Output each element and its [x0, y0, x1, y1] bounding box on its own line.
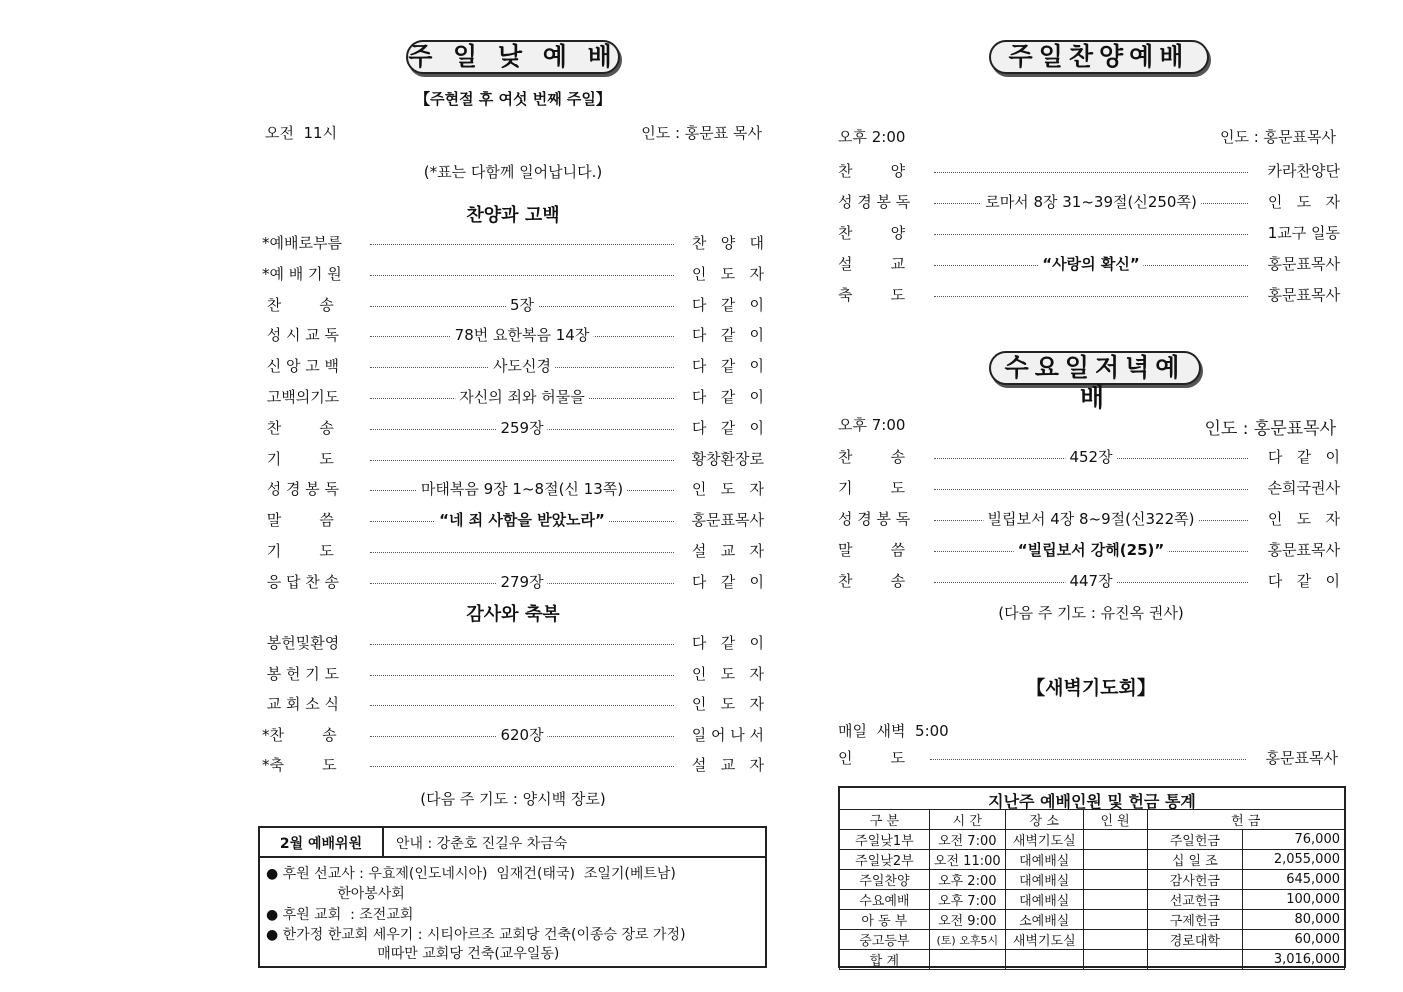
sunday-item-row	[262, 754, 764, 778]
sunday-item-row	[262, 478, 764, 502]
sunday-item-lead: 인 도 자	[691, 664, 764, 683]
committee-line-3: ● 후원 교회 : 조전교회	[266, 907, 414, 923]
wednesday-time: 오후 7:00	[838, 416, 906, 434]
praise-item-lead: 홍문표목사	[1267, 286, 1340, 304]
section-thanks-blessing: 감사와 축복	[466, 604, 560, 625]
sunday-item-lead: 인 도 자	[691, 480, 764, 499]
stats-row	[840, 930, 1345, 950]
stats-table	[839, 809, 1345, 970]
stats-cell: 아 동 부	[840, 910, 930, 930]
stats-cell	[1083, 890, 1147, 910]
stats-row	[840, 870, 1345, 890]
stats-table-box	[838, 786, 1346, 968]
praise-time: 오후 2:00	[838, 128, 906, 146]
sunday-item-lead: 다 같 이	[691, 418, 764, 437]
dawn-leader-row	[838, 747, 1338, 771]
praise-item-label: 설 교	[838, 255, 906, 273]
sunday-item-content: “네 죄 사함을 받았노라”	[435, 509, 609, 530]
sunday-item-row	[262, 540, 764, 564]
stats-cell: 2,055,000	[1243, 850, 1345, 870]
stats-cell: 주일찬양	[840, 870, 930, 890]
stats-cell	[1005, 950, 1083, 970]
wednesday-item-lead: 손희국권사	[1267, 479, 1340, 497]
sunday-time: 오전 11시	[265, 124, 338, 142]
sunday-item-lead: 다 같 이	[691, 388, 764, 406]
stats-cell	[1083, 950, 1147, 970]
stats-cell	[1083, 930, 1147, 950]
praise-item-label: 성 경 봉 독	[838, 193, 911, 211]
stats-row	[840, 910, 1345, 930]
wednesday-leader: 인도 : 홍문표목사	[1204, 419, 1336, 439]
sunday-item-label: 기 도	[262, 449, 334, 468]
praise-item-row	[838, 222, 1340, 246]
sunday-item-lead: 다 같 이	[691, 357, 764, 376]
wednesday-item-row	[838, 539, 1340, 563]
sunday-item-lead: 인 도 자	[691, 695, 764, 713]
stats-cell: 60,000	[1243, 930, 1345, 950]
stats-cell: 오전 9:00	[929, 910, 1005, 930]
stats-cell: 76,000	[1243, 830, 1345, 850]
sunday-item-row	[262, 417, 764, 441]
stats-cell	[929, 950, 1005, 970]
stats-cell: (토) 오후5시	[929, 930, 1005, 950]
committee-line-1: ● 후원 선교사 : 우효제(인도네시아) 임재건(태국) 조일기(베트남)	[266, 866, 676, 882]
praise-item-label: 찬 양	[838, 162, 906, 180]
wednesday-item-content: 빌립보서 4장 8~9절(신322쪽)	[984, 508, 1199, 529]
wednesday-item-row	[838, 446, 1340, 470]
wednesday-item-lead: 인 도 자	[1267, 510, 1340, 528]
stats-cell: 새벽기도실	[1005, 930, 1083, 950]
stats-row	[840, 850, 1345, 870]
stats-cell: 새벽기도실	[1005, 830, 1083, 850]
stats-header-cell: 구 분	[840, 810, 930, 830]
stats-cell: 감사헌금	[1147, 870, 1243, 890]
sunday-item-lead: 황창환장로	[691, 449, 764, 468]
sunday-next-prayer: (다음 주 기도 : 양시백 장로)	[420, 790, 606, 808]
sunday-title: 주 일 낮 예 배	[406, 40, 620, 74]
stats-cell: 소예배실	[1005, 910, 1083, 930]
sunday-item-content: 78번 요한복음 14장	[451, 324, 594, 345]
praise-item-row	[838, 284, 1340, 308]
sunday-item-content: 259장	[496, 417, 547, 438]
praise-item-label: 축 도	[838, 286, 906, 304]
wednesday-item-lead: 다 같 이	[1267, 448, 1340, 466]
stats-cell: 100,000	[1243, 890, 1345, 910]
committee-line-5: 매따만 교회당 건축(교우일동)	[266, 946, 560, 962]
wednesday-item-label: 찬 송	[838, 448, 906, 466]
committee-line-4: ● 한가정 한교회 세우기 : 시티아르조 교회당 건축(이종승 장로 가정)	[266, 927, 686, 943]
stats-title: 지난주 예배인원 및 헌금 통계	[988, 792, 1196, 811]
stats-cell: 오전 7:00	[929, 830, 1005, 850]
sunday-item-lead: 다 같 이	[691, 572, 764, 591]
sunday-item-label: 찬 송	[262, 295, 334, 314]
wednesday-next-prayer: (다음 주 기도 : 유진옥 권사)	[998, 604, 1184, 622]
sunday-subtitle: 【주현절 후 여섯 번째 주일】	[415, 90, 611, 108]
dawn-lead: 홍문표목사	[1265, 749, 1338, 767]
wednesday-item-label: 찬 송	[838, 572, 906, 590]
sunday-item-row	[262, 232, 764, 256]
dawn-title: 【새벽기도회】	[1026, 677, 1156, 699]
committee-guide: 안내 : 강춘호 진길우 차금숙	[396, 836, 568, 852]
sunday-item-row	[262, 509, 764, 533]
wednesday-item-row	[838, 570, 1340, 594]
stats-cell: 대예배실	[1005, 850, 1083, 870]
praise-item-row	[838, 160, 1340, 184]
sunday-item-row	[262, 448, 764, 472]
dawn-label: 인 도	[838, 749, 906, 767]
sunday-item-label: 말 씀	[262, 511, 334, 530]
sunday-item-label: 교 회 소 식	[262, 695, 340, 713]
stats-cell: 오후 7:00	[929, 890, 1005, 910]
sunday-item-row	[262, 663, 764, 687]
sunday-item-label: 신 앙 고 백	[262, 357, 340, 376]
stats-cell: 경로대학	[1147, 930, 1243, 950]
stats-row	[840, 950, 1345, 970]
stats-cell: 오후 2:00	[929, 870, 1005, 890]
committee-month: 2월 예배위원	[279, 836, 363, 852]
sunday-item-row	[262, 724, 764, 748]
praise-item-lead: 홍문표목사	[1267, 255, 1340, 273]
sunday-item-content: 사도신경	[489, 355, 555, 376]
praise-title: 주일찬양예배	[989, 40, 1209, 74]
dawn-time: 매일 새벽 5:00	[838, 722, 949, 740]
wednesday-item-row	[838, 508, 1340, 532]
sunday-item-row	[262, 324, 764, 348]
stats-cell: 십 일 조	[1147, 850, 1243, 870]
stats-row	[840, 890, 1345, 910]
sunday-item-row	[262, 386, 764, 410]
sunday-item-label: 성 경 봉 독	[262, 480, 340, 499]
stats-cell: 대예배실	[1005, 890, 1083, 910]
sunday-item-lead: 찬 양 대	[691, 234, 764, 252]
stats-header-cell: 헌 금	[1147, 810, 1345, 830]
committee-box	[258, 826, 767, 968]
sunday-leader: 인도 : 홍문표 목사	[641, 124, 762, 142]
stats-cell	[1083, 830, 1147, 850]
sunday-item-row	[262, 294, 764, 318]
stats-header-cell: 장 소	[1005, 810, 1083, 830]
praise-item-row	[838, 191, 1340, 215]
sunday-item-label: 고백의기도	[262, 388, 340, 406]
stats-cell: 대예배실	[1005, 870, 1083, 890]
sunday-item-content: 자신의 죄와 허물을	[455, 386, 588, 407]
sunday-item-lead: 다 같 이	[691, 326, 764, 345]
wednesday-item-content: “빌립보서 강해(25)”	[1014, 539, 1168, 560]
sunday-item-label: 성 시 교 독	[262, 326, 340, 345]
sunday-item-row	[262, 355, 764, 379]
sunday-item-row	[262, 571, 764, 595]
wednesday-title: 수요일저녁예배	[989, 351, 1201, 385]
stats-header-cell: 시 간	[929, 810, 1005, 830]
stats-cell	[1083, 850, 1147, 870]
sunday-item-content: 279장	[496, 571, 547, 592]
praise-item-label: 찬 양	[838, 224, 906, 242]
sunday-item-row	[262, 693, 764, 717]
sunday-item-label: *찬 송	[262, 725, 337, 744]
wednesday-item-label: 말 씀	[838, 541, 906, 559]
stats-cell: 주일낮1부	[840, 830, 930, 850]
stats-cell: 합 계	[840, 950, 930, 970]
sunday-item-label: 응 답 찬 송	[262, 572, 340, 591]
sunday-item-content: 5장	[506, 294, 538, 315]
stats-cell: 수요예배	[840, 890, 930, 910]
wednesday-item-row	[838, 477, 1340, 501]
sunday-item-label: 찬 송	[262, 418, 334, 437]
sunday-item-lead: 홍문표목사	[691, 511, 764, 530]
sunday-item-lead: 다 같 이	[691, 295, 764, 314]
sunday-item-label: 기 도	[262, 542, 334, 560]
stats-cell	[1083, 870, 1147, 890]
sunday-item-content: 620장	[496, 724, 547, 745]
praise-item-content: 로마서 8장 31~39절(신250쪽)	[981, 191, 1201, 212]
stats-cell: 3,016,000	[1243, 950, 1345, 970]
stats-header-cell: 인 원	[1083, 810, 1147, 830]
sunday-item-row	[262, 263, 764, 287]
wednesday-item-lead: 다 같 이	[1267, 572, 1340, 590]
praise-item-row	[838, 253, 1340, 277]
wednesday-item-label: 성 경 봉 독	[838, 510, 911, 528]
stats-cell: 오전 11:00	[929, 850, 1005, 870]
stats-cell: 구제헌금	[1147, 910, 1243, 930]
praise-item-lead: 인 도 자	[1267, 193, 1340, 211]
stats-row	[840, 830, 1345, 850]
wednesday-item-content: 447장	[1065, 570, 1116, 591]
sunday-item-lead: 인 도 자	[691, 264, 764, 283]
stats-header-row	[840, 810, 1345, 830]
committee-line-2: 한아봉사회	[266, 886, 405, 902]
wednesday-item-lead: 홍문표목사	[1267, 541, 1340, 559]
wednesday-item-content: 452장	[1065, 446, 1116, 467]
stats-cell	[1083, 910, 1147, 930]
praise-item-lead: 카라찬양단	[1267, 162, 1340, 180]
sunday-note: (*표는 다함께 일어납니다.)	[423, 163, 603, 181]
sunday-item-label: *예 배 기 원	[262, 264, 342, 283]
stats-cell: 중고등부	[840, 930, 930, 950]
stats-cell	[1147, 950, 1243, 970]
sunday-item-lead: 일 어 나 서	[691, 725, 764, 744]
stats-cell: 80,000	[1243, 910, 1345, 930]
sunday-item-label: *예배로부름	[262, 234, 342, 252]
wednesday-item-label: 기 도	[838, 479, 906, 497]
section-praise-confession: 찬양과 고백	[466, 205, 560, 226]
stats-cell: 선교헌금	[1147, 890, 1243, 910]
sunday-item-content: 마태복음 9장 1~8절(신 13쪽)	[417, 478, 627, 499]
stats-cell: 645,000	[1243, 870, 1345, 890]
praise-item-content: “사랑의 확신”	[1038, 253, 1143, 274]
sunday-item-lead: 다 같 이	[691, 634, 764, 652]
sunday-item-label: *축 도	[262, 756, 337, 774]
sunday-item-label: 봉 헌 기 도	[262, 664, 340, 683]
praise-item-lead: 1교구 일동	[1267, 224, 1340, 242]
sunday-item-label: 봉헌및환영	[262, 634, 340, 652]
sunday-item-row	[262, 632, 764, 656]
praise-leader: 인도 : 홍문표목사	[1219, 128, 1336, 146]
stats-cell: 주일낮2부	[840, 850, 930, 870]
stats-cell: 주일헌금	[1147, 830, 1243, 850]
sunday-item-lead: 설 교 자	[691, 542, 764, 560]
sunday-item-lead: 설 교 자	[691, 756, 764, 774]
